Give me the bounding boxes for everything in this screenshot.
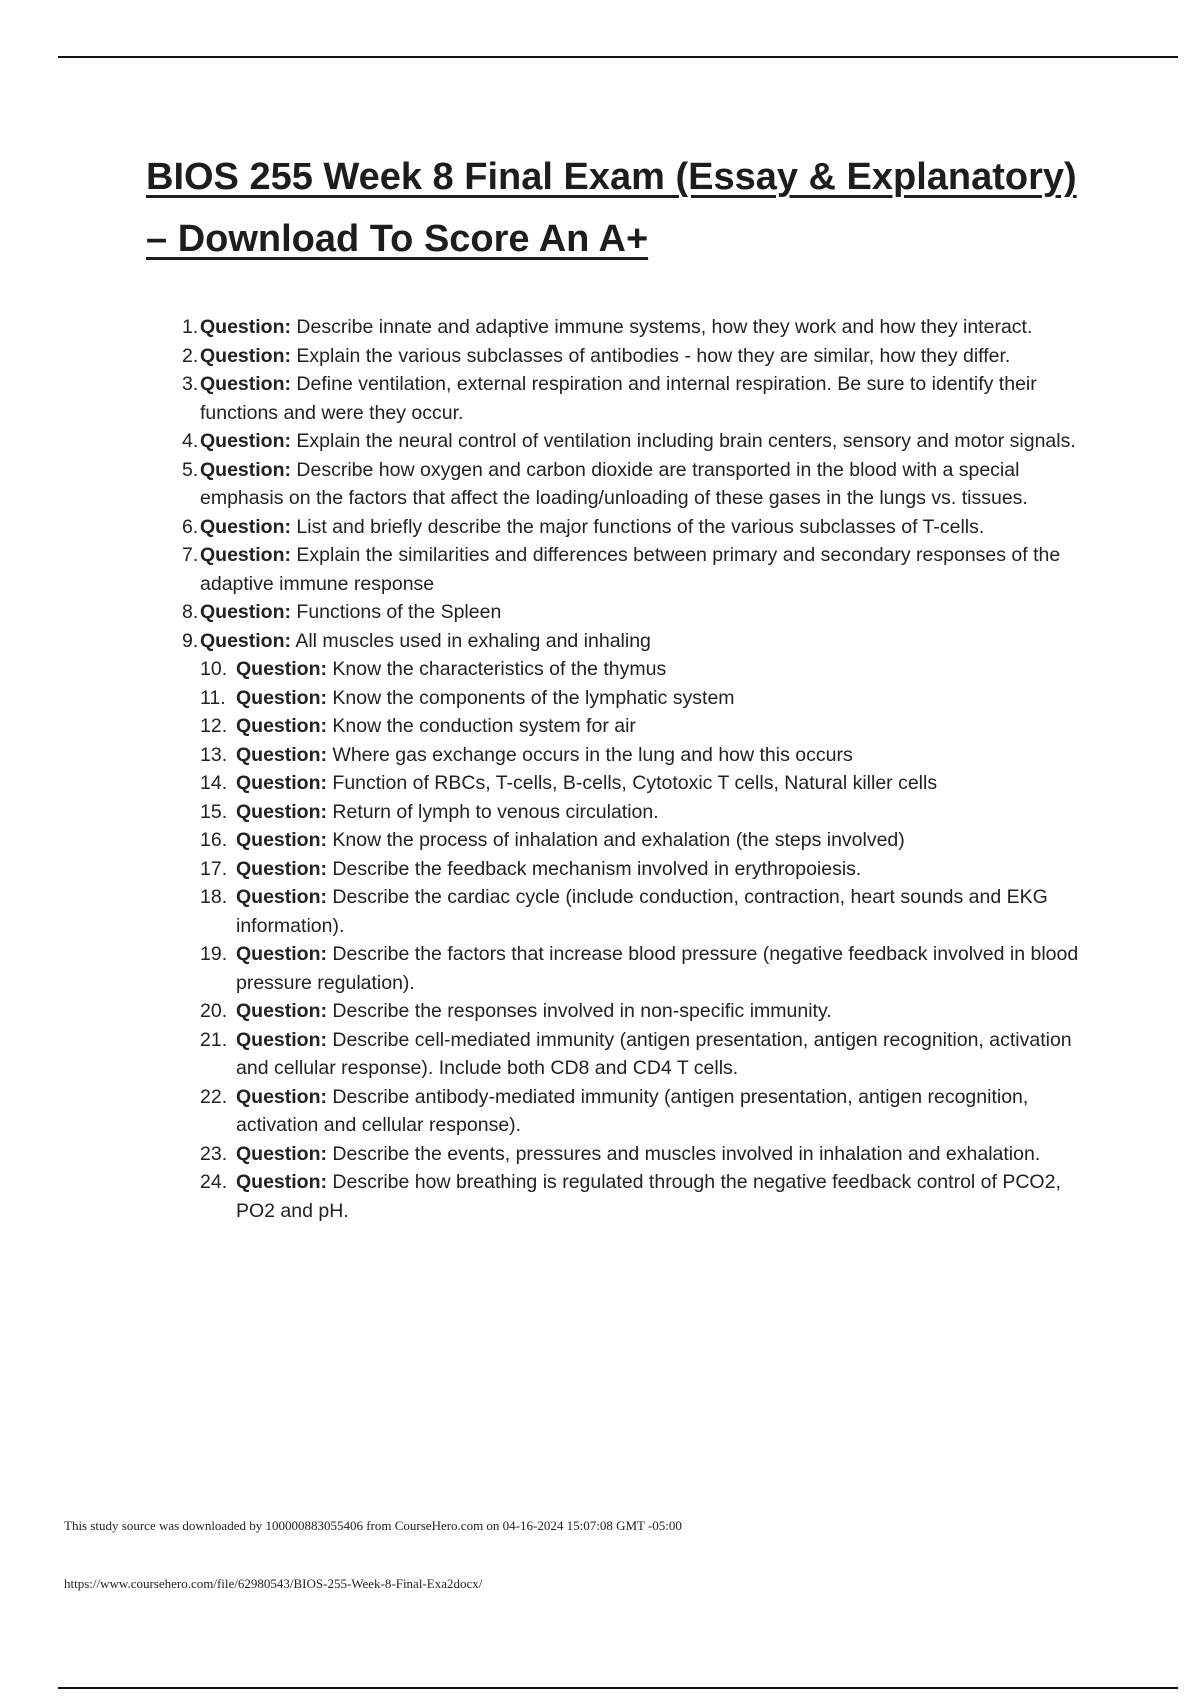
question-label: Question:	[200, 373, 291, 395]
question-item	[200, 684, 1090, 713]
question-number: 9.	[182, 629, 199, 652]
question-label: Question:	[200, 316, 291, 338]
question-item	[200, 769, 1090, 798]
question-body	[236, 1171, 1061, 1222]
question-body	[236, 943, 1078, 994]
question-item	[182, 541, 1090, 598]
question-text: Describe the feedback mechanism involved in erythropoiesis.	[327, 857, 862, 880]
question-body	[200, 541, 1090, 598]
question-text: Return of lymph to venous circulation.	[327, 800, 659, 823]
question-body	[200, 513, 1090, 542]
question-label: Question:	[236, 686, 327, 709]
question-label: Question:	[200, 344, 291, 367]
question-label: Question:	[236, 1000, 327, 1022]
question-text: Describe the responses involved in non-specific immunity.	[327, 1000, 832, 1022]
question-number: 5.	[182, 458, 199, 481]
question-text: Describe innate and adaptive immune systems, how they work and how they interact.	[291, 316, 1033, 338]
question-label: Question:	[200, 629, 291, 652]
question-text: Explain the various subclasses of antibodies - how they are similar, how they differ.	[291, 344, 1011, 367]
question-label: Question:	[200, 544, 291, 566]
bottom-rule	[58, 1687, 1178, 1689]
question-body	[200, 598, 1090, 627]
question-body	[236, 715, 636, 737]
question-item	[200, 798, 1090, 827]
question-text: Function of RBCs, T-cells, B-cells, Cytotoxic T cells, Natural killer cells	[327, 772, 938, 794]
question-label: Question:	[236, 715, 327, 737]
question-label: Question:	[236, 1085, 327, 1108]
question-body	[236, 744, 853, 766]
question-body	[236, 801, 659, 823]
question-number: 1.	[182, 316, 199, 338]
question-text: Explain the similarities and differences between primary and secondary responses of the adaptive immune response	[200, 544, 1061, 595]
question-body	[200, 313, 1090, 342]
question-number: 4.	[182, 430, 199, 452]
question-number: 20.	[200, 1000, 228, 1022]
question-body	[236, 886, 1048, 937]
question-text: Describe how breathing is regulated through the negative feedback control of PCO2, PO2 and pH.	[236, 1171, 1061, 1222]
question-number: 11.	[200, 686, 226, 709]
question-text: Define ventilation, external respiration and internal respiration. Be sure to identify their functions and were they occur.	[200, 373, 1037, 424]
question-label: Question:	[200, 430, 291, 452]
top-rule	[58, 56, 1178, 58]
source-url[interactable]: https://www.coursehero.com/file/62980543/BIOS-255-Week-8-Final-Exa2docx/	[64, 1576, 483, 1591]
question-text: Describe the events, pressures and muscles involved in inhalation and exhalation.	[327, 1142, 1041, 1165]
question-text: Know the characteristics of the thymus	[327, 658, 667, 680]
question-label: Question:	[200, 458, 291, 481]
question-item	[200, 741, 1090, 770]
question-label: Question:	[236, 829, 327, 851]
question-item	[200, 883, 1090, 940]
question-number: 3.	[182, 373, 199, 395]
question-number: 14.	[200, 772, 228, 794]
question-number: 2.	[182, 344, 199, 367]
question-number: 16.	[200, 829, 228, 851]
question-number: 10.	[200, 658, 228, 680]
question-number: 21.	[200, 1028, 228, 1051]
question-body	[200, 456, 1090, 513]
question-text: Describe the factors that increase blood pressure (negative feedback involved in blood pressure regulation).	[236, 943, 1079, 994]
question-number: 23.	[200, 1142, 228, 1165]
question-number: 17.	[200, 857, 228, 880]
question-body	[236, 1000, 832, 1022]
question-text: Describe cell-mediated immunity (antigen presentation, antigen recognition, activation and cellular response). Include both CD8 and CD4 T cells.	[236, 1028, 1072, 1079]
question-item	[200, 1026, 1090, 1083]
question-number: 8.	[182, 601, 199, 623]
question-item	[200, 1083, 1090, 1140]
question-text: Know the components of the lymphatic system	[327, 686, 735, 709]
question-text: Describe the cardiac cycle (include conduction, contraction, heart sounds and EKG information).	[236, 886, 1048, 937]
question-number: 12.	[200, 715, 228, 737]
question-body	[236, 858, 861, 880]
question-number: 7.	[182, 544, 199, 566]
question-number: 24.	[200, 1171, 228, 1193]
question-item	[182, 427, 1090, 456]
question-label: Question:	[236, 1142, 327, 1165]
question-label: Question:	[236, 658, 327, 680]
question-body	[236, 658, 666, 680]
question-text: Functions of the Spleen	[291, 601, 502, 623]
question-item	[182, 370, 1090, 427]
question-label: Question:	[236, 743, 327, 766]
question-item	[182, 313, 1090, 342]
question-list	[182, 313, 1090, 1225]
question-item	[200, 1168, 1090, 1225]
question-text: Describe how oxygen and carbon dioxide are transported in the blood with a special emphasis on the factors that affect the loading/unloading of these gases in the lungs vs. tissues.	[200, 458, 1028, 509]
question-item	[200, 1140, 1090, 1169]
question-label: Question:	[236, 1028, 327, 1051]
question-text: Describe antibody-mediated immunity (antigen presentation, antigen recognition, activation and cellular response).	[236, 1085, 1029, 1136]
question-item	[200, 826, 1090, 855]
question-item	[200, 997, 1090, 1026]
question-body	[236, 687, 735, 709]
question-text: Know the conduction system for air	[327, 715, 636, 737]
question-text: List and briefly describe the major functions of the various subclasses of T-cells.	[291, 515, 985, 538]
download-source-note: This study source was downloaded by 100000883055406 from CourseHero.com on 04-16-2024 15:07:08 GMT -05:00	[64, 1518, 682, 1533]
question-number: 18.	[200, 886, 228, 908]
question-body	[236, 772, 937, 794]
question-number: 22.	[200, 1085, 228, 1108]
question-item	[200, 855, 1090, 884]
question-item	[182, 342, 1090, 371]
question-item	[182, 598, 1090, 627]
question-body	[236, 1143, 1040, 1165]
question-label: Question:	[236, 1171, 327, 1193]
question-text: Know the process of inhalation and exhalation (the steps involved)	[327, 829, 905, 851]
question-label: Question:	[236, 886, 327, 908]
question-item	[200, 940, 1090, 997]
question-item	[182, 456, 1090, 513]
question-item	[182, 513, 1090, 542]
question-number: 6.	[182, 515, 199, 538]
question-label: Question:	[200, 515, 291, 538]
question-body	[236, 1029, 1072, 1080]
question-label: Question:	[236, 772, 327, 794]
question-text: Explain the neural control of ventilation including brain centers, sensory and motor signals.	[291, 430, 1076, 452]
question-body	[200, 342, 1090, 371]
question-body	[236, 1086, 1028, 1137]
question-body	[200, 427, 1090, 456]
question-label: Question:	[236, 800, 327, 823]
question-number: 13.	[200, 743, 228, 766]
question-label: Question:	[236, 857, 327, 880]
question-label: Question:	[236, 943, 327, 965]
question-item	[182, 627, 1090, 656]
question-body	[200, 370, 1090, 427]
question-number: 15.	[200, 800, 228, 823]
question-text: Where gas exchange occurs in the lung and how this occurs	[327, 743, 853, 766]
question-number: 19.	[200, 943, 228, 965]
question-label: Question:	[200, 601, 291, 623]
question-item	[200, 712, 1090, 741]
question-text: All muscles used in exhaling and inhaling	[291, 629, 651, 652]
question-body	[200, 627, 1090, 656]
question-item	[200, 655, 1090, 684]
question-body	[236, 829, 905, 851]
page-title: BIOS 255 Week 8 Final Exam (Essay & Explanatory) – Download To Score An A+	[146, 156, 1077, 260]
